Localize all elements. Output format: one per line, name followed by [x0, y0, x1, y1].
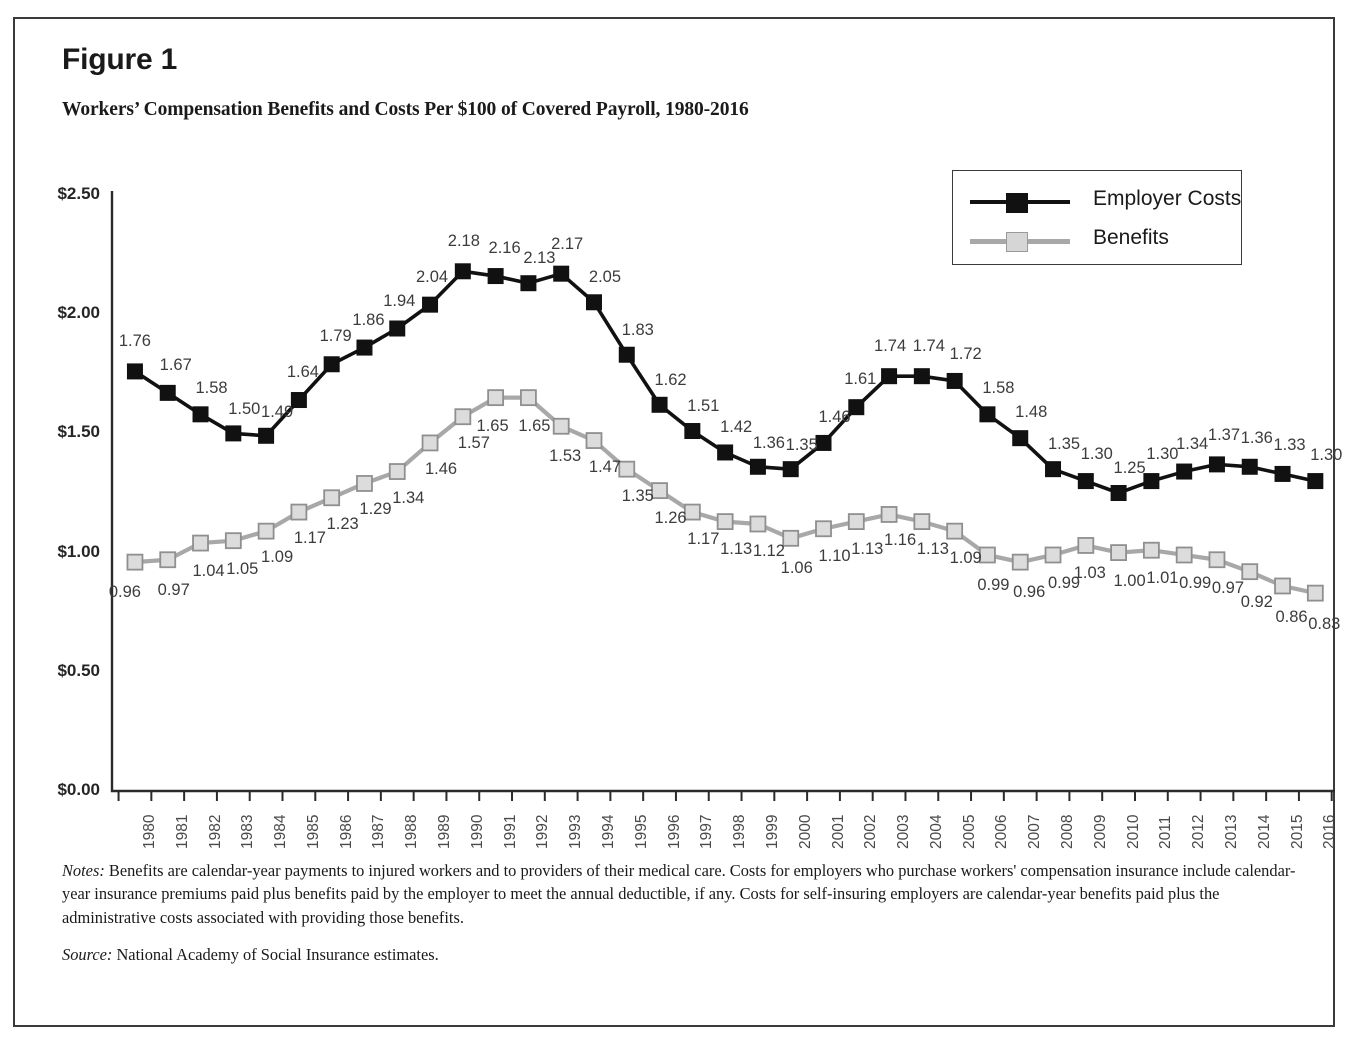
series-marker — [750, 459, 765, 474]
legend-label: Employer Costs — [1093, 187, 1242, 210]
series-marker — [1242, 564, 1257, 579]
series-marker — [423, 297, 438, 312]
series-marker — [390, 321, 405, 336]
x-axis-tick-label: 1982 — [206, 814, 224, 849]
series-marker — [1078, 538, 1093, 553]
data-label-employer-costs: 2.05 — [588, 268, 622, 287]
series-marker — [783, 462, 798, 477]
data-label-benefits: 0.96 — [1013, 583, 1046, 602]
data-label-employer-costs: 1.30 — [1310, 446, 1343, 465]
data-label-employer-costs: 1.62 — [654, 370, 687, 389]
series-marker — [488, 269, 503, 284]
x-axis-tick-label: 2013 — [1222, 814, 1240, 849]
data-label-employer-costs: 1.34 — [1176, 434, 1209, 453]
x-axis-tick-label: 1988 — [403, 814, 421, 849]
data-label-benefits: 1.34 — [392, 488, 425, 507]
source-text: National Academy of Social Insurance estimates. — [112, 945, 439, 964]
x-axis-tick-label: 1992 — [534, 814, 552, 849]
x-axis-tick-label: 1983 — [239, 814, 257, 849]
series-marker — [882, 507, 897, 522]
data-label-employer-costs: 1.61 — [844, 370, 877, 389]
data-label-benefits: 1.57 — [457, 433, 490, 452]
x-axis-tick-label: 2004 — [927, 814, 945, 849]
series-marker — [324, 490, 339, 505]
data-label-benefits: 1.65 — [518, 416, 551, 435]
series-marker — [1111, 486, 1126, 501]
x-axis-tick-label: 1980 — [140, 814, 158, 849]
y-axis-tick-label: $2.50 — [57, 184, 100, 203]
series-marker — [423, 435, 438, 450]
x-axis-tick-label: 1984 — [272, 814, 290, 849]
data-label-employer-costs: 1.30 — [1146, 445, 1179, 464]
data-label-employer-costs: 2.13 — [523, 249, 556, 268]
data-label-benefits: 1.65 — [476, 416, 509, 435]
series-marker — [193, 407, 208, 422]
series-marker — [1308, 586, 1323, 601]
data-label-benefits: 0.97 — [157, 580, 190, 599]
figure-title: Workers’ Compensation Benefits and Costs Per $100 of Covered Payroll, 1980-2016 — [62, 99, 749, 120]
data-label-benefits: 0.99 — [1047, 573, 1081, 592]
series-marker — [259, 524, 274, 539]
data-label-benefits: 1.23 — [326, 514, 359, 533]
data-label-employer-costs: 1.46 — [818, 407, 851, 426]
data-label-benefits: 1.26 — [654, 508, 687, 527]
data-label-employer-costs: 1.74 — [912, 337, 945, 356]
data-label-employer-costs: 1.72 — [949, 344, 982, 363]
data-label-benefits: 0.99 — [1179, 573, 1212, 592]
series-marker — [816, 521, 831, 536]
data-label-benefits: 1.12 — [752, 541, 785, 560]
x-axis-tick-label: 2000 — [796, 814, 814, 849]
data-label-benefits: 1.09 — [261, 548, 294, 567]
y-axis-tick-label: $2.00 — [57, 303, 100, 323]
data-label-employer-costs: 1.25 — [1113, 459, 1146, 477]
data-label-benefits: 1.29 — [359, 500, 392, 519]
x-axis-tick-label: 1993 — [567, 814, 585, 849]
series-marker — [1242, 459, 1257, 474]
data-label-employer-costs: 1.79 — [319, 327, 352, 346]
series-marker — [1209, 552, 1224, 567]
data-label-benefits: 1.03 — [1073, 564, 1106, 583]
data-label-benefits: 1.06 — [780, 559, 813, 578]
x-axis-tick-label: 2009 — [1091, 814, 1109, 849]
data-label-employer-costs: 1.86 — [352, 310, 385, 329]
x-axis-tick-label: 1991 — [501, 814, 519, 849]
chart-legend — [952, 170, 1242, 265]
data-label-employer-costs: 2.18 — [447, 232, 480, 251]
notes-text: Benefits are calendar-year payments to injured workers and to providers of their medical care. Costs for employers who purchase workers' compensation insurance include calendar-year insurance premiums paid plus benefits paid by the employer to meet the annual deductible, if any. Costs for self-insuring employers are calendar-year benefits paid plus the administrative costs associated with providing those benefits. — [62, 861, 1296, 927]
data-label-employer-costs: 1.35 — [785, 436, 818, 455]
data-label-employer-costs: 1.49 — [261, 402, 294, 421]
data-label-employer-costs: 1.58 — [982, 379, 1015, 398]
series-marker — [586, 295, 601, 310]
data-label-benefits: 1.09 — [949, 549, 982, 568]
data-label-employer-costs: 2.17 — [551, 234, 584, 253]
series-marker — [127, 555, 142, 570]
data-label-benefits: 1.10 — [818, 546, 851, 565]
x-axis-tick-label: 1996 — [665, 814, 683, 849]
x-axis-tick-label: 2006 — [993, 814, 1011, 849]
series-marker — [1177, 547, 1192, 562]
x-axis-tick-label: 1985 — [304, 814, 322, 849]
series-marker — [521, 390, 536, 405]
x-axis-tick-label: 2005 — [960, 814, 978, 849]
series-marker — [750, 516, 765, 531]
data-label-employer-costs: 1.67 — [159, 355, 192, 374]
data-label-employer-costs: 1.50 — [228, 400, 261, 419]
data-label-benefits: 1.53 — [549, 447, 582, 466]
x-axis-tick-label: 1990 — [468, 814, 486, 849]
legend-marker-open-square-icon — [1006, 232, 1028, 252]
data-label-benefits: 1.04 — [192, 562, 225, 581]
x-axis-tick-label: 1997 — [698, 814, 716, 849]
x-axis-tick-label: 2014 — [1255, 814, 1273, 849]
chart-axes — [112, 191, 1335, 801]
series-marker — [193, 536, 208, 551]
x-axis-tick-label: 2015 — [1288, 814, 1306, 849]
data-label-benefits: 1.17 — [293, 529, 326, 548]
data-label-employer-costs: 1.36 — [752, 433, 785, 452]
figure-source — [62, 945, 1302, 965]
legend-marker-filled-square-icon — [1006, 193, 1028, 213]
series-marker — [521, 276, 536, 291]
data-label-employer-costs: 1.33 — [1273, 435, 1306, 454]
series-marker — [685, 424, 700, 439]
x-axis-tick-label: 1995 — [632, 814, 650, 849]
data-label-employer-costs: 1.36 — [1240, 428, 1273, 447]
x-axis-tick-label: 1999 — [763, 814, 781, 849]
data-label-benefits: 1.13 — [720, 539, 753, 558]
data-label-benefits: 0.92 — [1240, 592, 1273, 611]
y-axis-tick-label: $0.00 — [57, 780, 100, 799]
data-label-benefits: 0.86 — [1275, 607, 1308, 626]
data-label-employer-costs: 1.94 — [383, 291, 416, 310]
x-axis-tick-label: 2001 — [829, 814, 847, 849]
series-marker — [1046, 547, 1061, 562]
series-marker — [455, 264, 470, 279]
series-marker — [226, 533, 241, 548]
data-label-benefits: 1.35 — [621, 487, 654, 506]
data-label-employer-costs: 1.51 — [687, 397, 720, 416]
series-marker — [1013, 555, 1028, 570]
y-axis-tick-label: $0.50 — [57, 660, 100, 680]
x-axis-tick-label: 2003 — [895, 814, 913, 849]
data-label-employer-costs: 1.64 — [286, 363, 319, 382]
series-marker — [586, 433, 601, 448]
data-label-benefits: 1.01 — [1146, 569, 1179, 588]
series-marker — [849, 514, 864, 529]
data-label-employer-costs: 1.35 — [1047, 435, 1081, 454]
series-marker — [1275, 466, 1290, 481]
y-axis-tick-label: $1.00 — [57, 541, 100, 561]
series-marker — [357, 476, 372, 491]
x-axis-tick-label: 1987 — [370, 814, 388, 849]
series-marker — [1308, 474, 1323, 489]
series-marker — [980, 407, 995, 422]
x-axis-tick-label: 2008 — [1059, 814, 1077, 849]
series-marker — [160, 385, 175, 400]
x-axis-tick-label: 2010 — [1124, 814, 1142, 849]
data-label-benefits: 1.46 — [424, 459, 458, 478]
series-marker — [554, 266, 569, 281]
series-marker — [619, 347, 634, 362]
series-marker — [1209, 457, 1224, 472]
series-marker — [324, 357, 339, 372]
data-label-employer-costs: 1.48 — [1015, 403, 1048, 422]
source-lead: Source: — [62, 945, 113, 964]
data-label-employer-costs: 1.30 — [1080, 445, 1113, 464]
data-label-benefits: 1.13 — [851, 539, 884, 558]
x-axis-tick-label: 1981 — [173, 814, 191, 849]
data-label-benefits: 1.13 — [916, 539, 949, 558]
data-label-benefits: 0.97 — [1211, 578, 1245, 597]
series-marker — [1013, 431, 1028, 446]
axis-lines — [112, 191, 1335, 791]
series-marker — [455, 409, 470, 424]
notes-lead: Notes: — [62, 861, 105, 880]
x-axis-tick-label: 1994 — [599, 814, 617, 849]
data-label-employer-costs: 1.74 — [874, 337, 907, 356]
data-label-employer-costs: 2.04 — [415, 267, 449, 286]
data-label-benefits: 0.99 — [977, 575, 1010, 594]
series-marker — [1046, 462, 1061, 477]
series-marker — [882, 369, 897, 384]
figure-label: Figure 1 — [62, 43, 178, 76]
series-marker — [259, 428, 274, 443]
series-marker — [1111, 545, 1126, 560]
data-label-benefits: 1.05 — [226, 559, 259, 578]
data-label-benefits: 1.47 — [588, 457, 622, 476]
series-marker — [127, 364, 142, 379]
data-label-benefits: 1.00 — [1113, 571, 1146, 590]
series-marker — [160, 552, 175, 567]
series-marker — [1275, 578, 1290, 593]
x-axis-tick-label: 1989 — [436, 814, 454, 849]
data-label-employer-costs: 1.83 — [621, 320, 654, 339]
series-marker — [291, 505, 306, 520]
legend-label: Benefits — [1093, 226, 1169, 249]
series-marker — [947, 524, 962, 539]
series-marker — [652, 397, 667, 412]
series-marker — [1177, 464, 1192, 479]
x-axis-tick-label: 2011 — [1157, 815, 1175, 849]
figure-notes — [62, 859, 1302, 929]
data-label-employer-costs: 1.37 — [1207, 426, 1241, 445]
series-marker — [1144, 543, 1159, 558]
data-label-employer-costs: 1.58 — [195, 379, 228, 398]
x-axis-tick-label: 1998 — [731, 814, 749, 849]
data-label-benefits: 1.17 — [687, 530, 720, 549]
x-axis-tick-label: 2007 — [1026, 814, 1044, 849]
series-marker — [914, 369, 929, 384]
series-marker — [1078, 474, 1093, 489]
series-marker — [718, 445, 733, 460]
series-marker — [488, 390, 503, 405]
figure-frame — [13, 17, 1343, 1027]
y-axis-tick-label: $1.50 — [57, 422, 100, 442]
series-marker — [718, 514, 733, 529]
series-marker — [390, 464, 405, 479]
series-marker — [947, 373, 962, 388]
data-label-benefits: 1.16 — [884, 531, 917, 550]
data-label-employer-costs: 1.76 — [118, 332, 151, 351]
x-axis-tick-label: 2016 — [1321, 814, 1339, 849]
series-marker — [554, 419, 569, 434]
x-axis-tick-label: 2012 — [1190, 814, 1208, 849]
x-axis-tick-label: 2002 — [862, 814, 880, 849]
series-marker — [226, 426, 241, 441]
data-label-employer-costs: 2.16 — [488, 239, 521, 258]
data-label-benefits: 0.96 — [108, 583, 141, 602]
series-marker — [914, 514, 929, 529]
series-marker — [357, 340, 372, 355]
x-axis-tick-label: 1986 — [337, 814, 355, 849]
data-label-benefits: 0.83 — [1308, 615, 1341, 634]
data-label-employer-costs: 1.42 — [720, 418, 753, 437]
